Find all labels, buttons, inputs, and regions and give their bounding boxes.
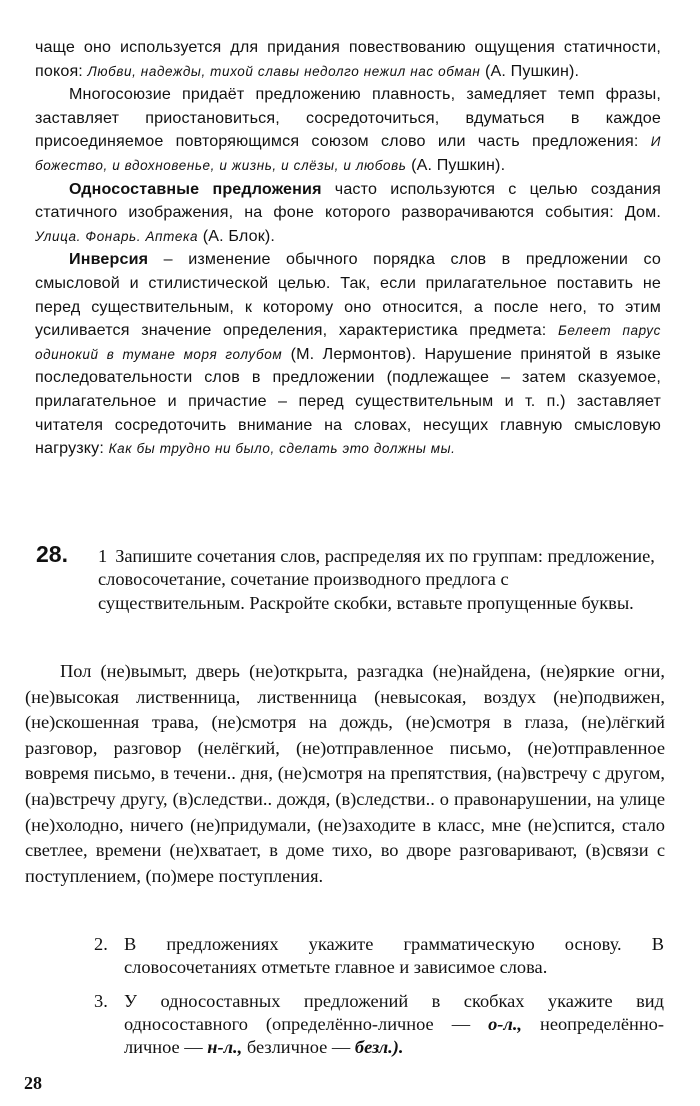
example-quote: Любви, надежды, тихой славы недолго нежил нас обман: [87, 63, 481, 79]
instruction-text: Запишите сочетания слов, распределяя их по группам: предложение, словосочетание, сочетание производного предлога с существительным. Раскройте скобки, вставьте пропущенные буквы.: [98, 546, 655, 613]
theory-text: (М. Лермонтов). Нарушение принятой в языке последовательности слов в предложении (подлежащее – затем сказуемое, прилагательное и причастие – перед существительным и т. п.) заставляет читателя сосредоточить внимание на словах, несущих главную смысловую нагрузку:: [35, 344, 661, 458]
theory-paragraph-3: [35, 178, 661, 249]
theory-text: Многосоюзие придаёт предложению плавность, замедляет темп фразы, заставляет приостановиться, сосредоточиться, вдуматься в каждое присоединяемое повторяющимся союзом слово или часть предложения:: [35, 85, 661, 151]
example-quote: Улица. Фонарь. Аптека: [35, 228, 199, 244]
theory-text: часто используются с целью создания статичного изображения, на фоне которого разворачиваются события: Дом.: [35, 179, 661, 222]
instruction-number: 1: [98, 546, 108, 566]
term-heading: Инверсия: [69, 250, 149, 269]
theory-text: чаще оно используется для придания повествованию ощущения статичности, покоя:: [35, 38, 661, 80]
exercise-text: Пол (не)вымыт, дверь (не)открыта, разгадка (не)найдена, (не)яркие огни, (не)высокая лиственница, лиственница (невысокая, воздух (не)подвижен, (не)скошенная трава, (не)смотря на дождь, (не)смотря в глаза, (не)лёгкий разговор, разговор (нелёгкий, (не)отправленное письмо, (не)отправленное вовремя письмо, в течени.. дня, (не)смотря на препятствия, (на)встречу с другом, (на)встречу другу, (в)следстви.. дождя, (в)следстви.. о правонарушении, на улице (не)холодно, ничего (не)придумали, (не)заходите в класс, мне (не)спится, стало светлее, времени (не)хватает, в доме тихо, во дворе разговаривают, (в)связи с поступлением, (по)мере поступления.: [25, 661, 665, 886]
term-heading: Односоставные предложения: [69, 179, 322, 198]
example-author: (А. Блок).: [198, 226, 276, 245]
abbreviation: н-л.,: [207, 1037, 243, 1058]
abbreviation: о-л.,: [488, 1013, 523, 1034]
subtask-number: 2.: [94, 934, 108, 954]
task-instruction: [98, 545, 660, 615]
subtask-list: [94, 933, 664, 1059]
abbreviation: безл.).: [354, 1037, 404, 1058]
task-number: 28.: [36, 541, 68, 567]
subtask-text: У односоставных предложений в скобках укажите вид односоставного (определённо-личное —: [124, 990, 664, 1034]
theory-paragraph-1: [35, 36, 661, 83]
subtask-text: безличное —: [242, 1037, 355, 1058]
example-author: (А. Пушкин).: [480, 61, 580, 80]
subtask-item: [94, 990, 664, 1060]
theory-paragraph-4: [35, 248, 661, 460]
subtask-number: 3.: [94, 990, 108, 1011]
subtask-item: [94, 933, 664, 980]
theory-text: – изменение обычного порядка слов в предложении со смысловой и стилистической целью. Так, если прилагательное поставить не перед существительным, к которому оно относится, а после него, то этим усиливается значение определения, характеристика предмета:: [35, 250, 661, 340]
subtask-text: В предложениях укажите грамматическую основу. В словосочетаниях отметьте главное и зависимое слова.: [124, 934, 664, 978]
example-author: (А. Пушкин).: [406, 155, 506, 174]
example-quote: Как бы трудно ни было, сделать это должны мы.: [108, 441, 456, 457]
example-quote: И божество, и вдохновенье, и жизнь, и слёзы, и любовь: [35, 134, 661, 173]
page-number: 28: [24, 1073, 42, 1093]
theory-paragraph-2: [35, 83, 661, 177]
subtask-text: неопределённо-личное —: [124, 1013, 665, 1058]
theory-section: [35, 36, 661, 461]
example-quote: Белеет парус одинокий в тумане моря голубом: [35, 323, 661, 362]
